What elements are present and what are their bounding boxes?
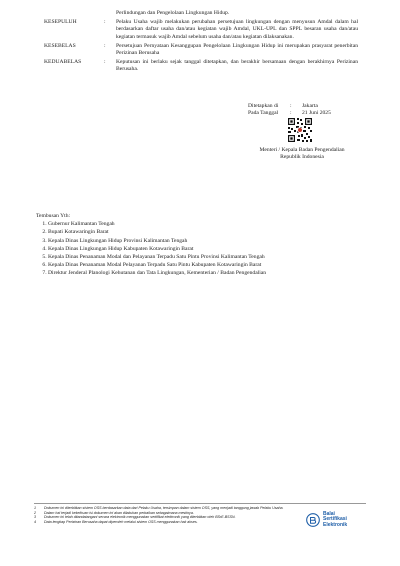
footer-note: 1 Dokumen ini diterbitkan sistem OSS berdasarkan data dari Pelaku Usaha, tersimpan dalam sistem OSS, yang menjadi tanggung jawab Pelaku Usaha. <box>34 506 284 510</box>
tembusan-section <box>36 212 366 278</box>
bsre-text: Balai Sertifikasi Elektronik <box>323 511 348 528</box>
place-colon: : <box>290 103 292 109</box>
date-colon: : <box>290 110 292 117</box>
footer-divider <box>34 503 366 504</box>
list-item: 3. Kepala Dinas Lingkungan Hidup Provinsi Kalimantan Tengah <box>48 237 366 245</box>
clause-kesepuluh <box>44 19 358 41</box>
list-item: 7. Direktur Jenderal Planologi Kehutanan dan Tata Lingkungan, Kementerian / Badan Pengendalian <box>48 269 366 277</box>
place-label: Ditetapkan di <box>248 103 279 109</box>
tembusan-heading: Tembusan Yth: <box>36 213 71 219</box>
list-item: 6. Kepala Dinas Penanaman Modal Pelayanan Terpadu Satu Pintu Kabupaten Kotawaringin Barat <box>48 261 366 269</box>
clause-colon: : <box>104 42 106 49</box>
list-item: 4. Kepala Dinas Lingkungan Hidup Kabupaten Kotawaringin Barat <box>48 245 366 253</box>
clause-text: Keputusan ini berlaku sejak tanggal ditetapkan, dan berakhir bersamaan dengan berakhirnya Perizinan Berusaha. <box>116 59 358 73</box>
minister-title <box>238 147 366 161</box>
minister-title-line2: Republik Indonesia <box>280 154 324 160</box>
clause-kesebelas <box>44 43 358 57</box>
clause-label: KEDUABELAS <box>44 59 82 66</box>
tembusan-list <box>36 220 366 277</box>
clause-label: KESEPULUH <box>44 19 77 26</box>
intro-continuation <box>44 10 358 17</box>
footer-note: 4 Data lengkap Perizinan Berusaha dapat diperoleh melalui sistem OSS menggunakan hak akses. <box>34 520 198 525</box>
clause-label: KESEBELAS <box>44 42 76 49</box>
list-item: 1. Gubernur Kalimantan Tengah <box>48 220 366 228</box>
clause-text: Persetujuan Pernyataan Kesanggupan Pengelolaan Lingkungan Hidup ini merupakan prasyarat penerbitan Perizinan Berusaha <box>116 42 358 57</box>
clause-text: Pelaku Usaha wajib melakukan perubahan persetujuan lingkungan dengan menyusun Amdal dalam hal berdasarkan daftar usaha dan/atau kegiatan wajib Amdal, UKL-UPL dan SPPL besaran usaha dan/atau kegiatan termasuk wajib Amdal sebelum usaha dan/atau kegiatan dilaksanakan. <box>116 19 358 40</box>
clause-colon: : <box>104 19 106 26</box>
footer-note: 3 Dokumen ini telah ditandatangani secara elektronik menggunakan sertifikat elektronik yang diterbitkan oleh BSrE-BSSN. <box>34 515 236 520</box>
clause-keduabelas <box>44 59 358 73</box>
minister-title-line1: Menteri / Kepala Badan Pengendalian <box>259 147 345 153</box>
bsre-badge <box>306 512 347 528</box>
date-value: 21 Juni 2025 <box>302 110 331 117</box>
place-value: Jakarta <box>302 103 318 109</box>
decision-clauses <box>44 10 358 74</box>
footer-notes <box>34 506 294 525</box>
signature-block <box>248 103 331 118</box>
bsre-logo-icon <box>306 513 320 527</box>
intro-line: Perlindungan dan Pengelolaan Lingkungan Hidup. <box>116 10 230 16</box>
footer-note: 2 Dalam hal terjadi kekeliruan isi dokumen ini akan dilakukan perbaikan sebagaimana mestinya. <box>34 510 194 515</box>
list-item: 5. Kepala Dinas Penanaman Modal dan Pelayanan Terpadu Satu Pintu Provinsi Kalimantan Tengah <box>48 253 366 261</box>
clause-colon: : <box>104 59 106 66</box>
qr-code-icon <box>287 117 313 143</box>
list-item: 2. Bupati Kotawaringin Barat <box>48 228 366 236</box>
date-label: Pada Tanggal <box>248 110 279 117</box>
